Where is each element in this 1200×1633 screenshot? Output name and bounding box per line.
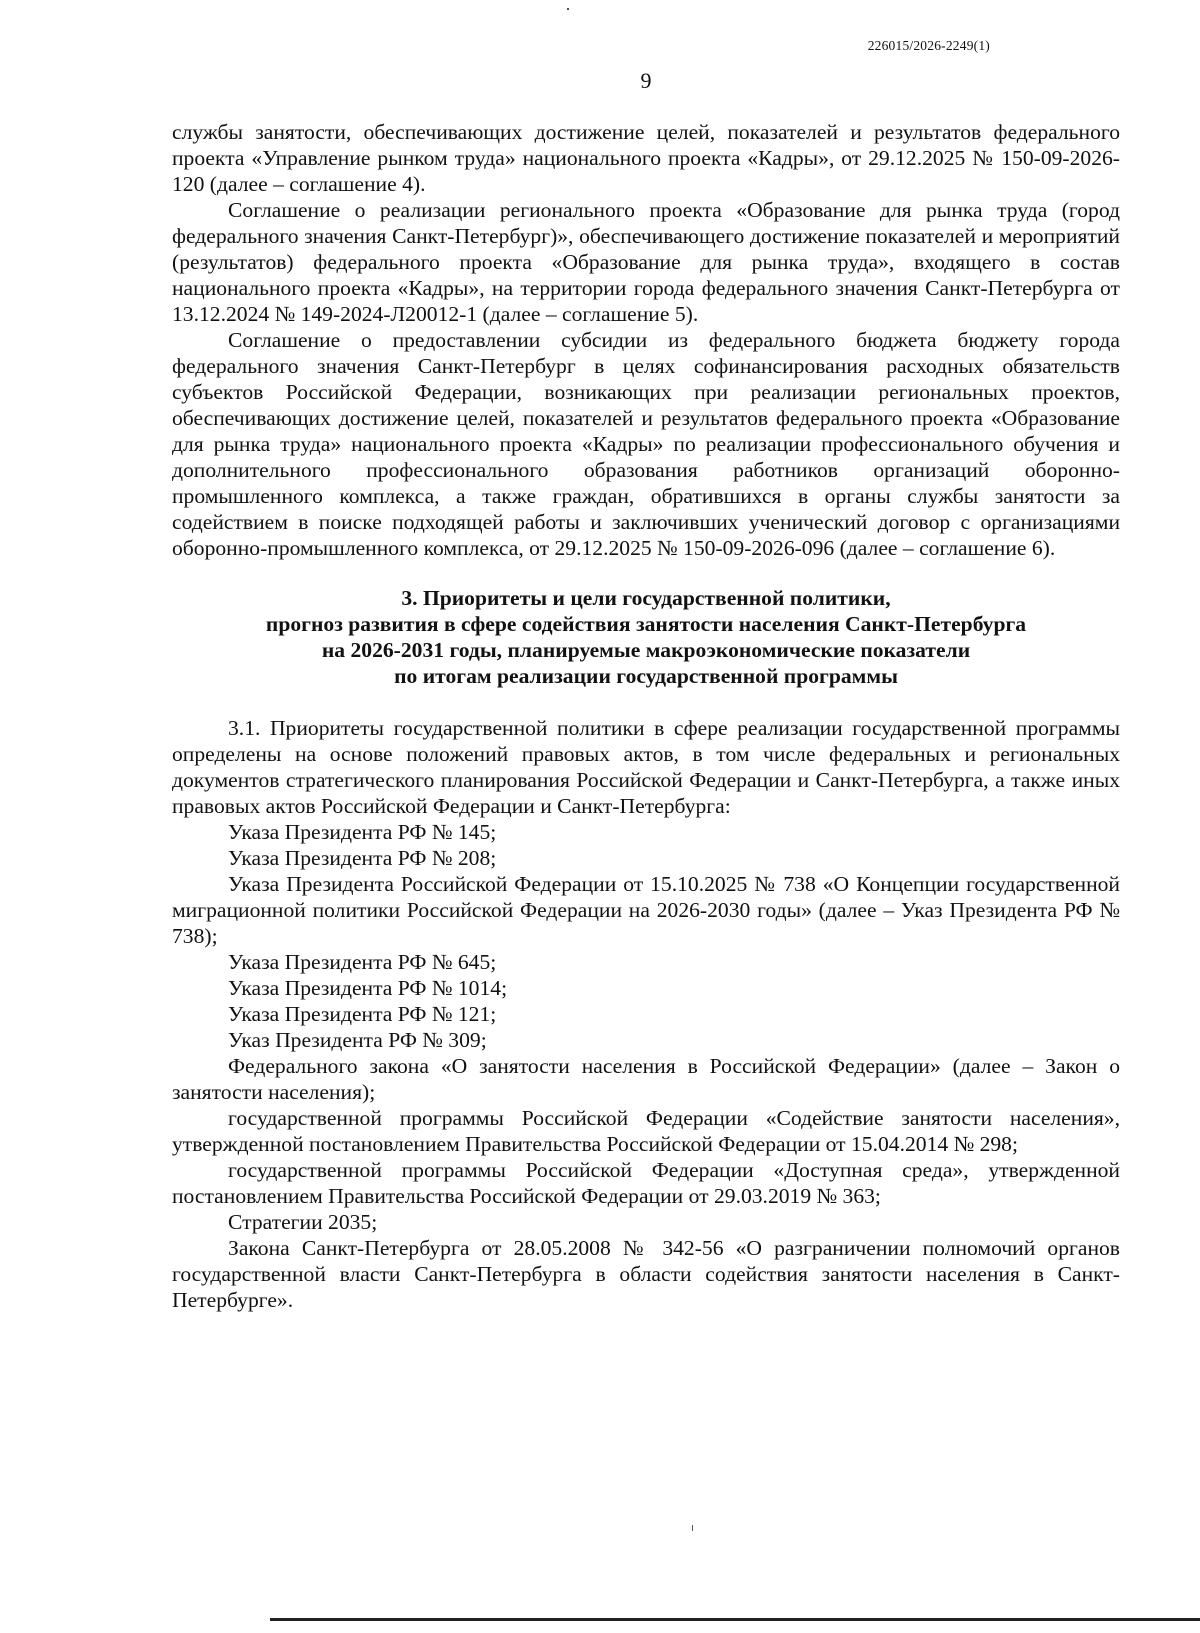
legal-act-item: Указа Президента РФ № 121;: [228, 1002, 497, 1026]
legal-act-item: Указа Президента РФ № 208;: [228, 846, 497, 870]
paragraph-agreement-5: Соглашение о реализации регионального проекта «Образование для рынка труда (город федерального значения Санкт-Петербург)», обеспечивающего достижение показателей и мероприятий (результатов) федерального проекта «Образование для рынка труда», входящего в состав национального проекта «Кадры», на территории города федерального значения Санкт-Петербурга от 13.12.2024 № 149-2024-Л20012-1 (далее – соглашение 5).: [172, 198, 1120, 326]
legal-act-item: государственной программы Российской Федерации «Доступная среда», утвержденной постановлением Правительства Российской Федерации от 29.03.2019 № 363;: [172, 1158, 1120, 1208]
legal-act-item: Указа Президента РФ № 145;: [228, 820, 497, 844]
document-body: [172, 119, 1120, 1313]
legal-act-item: Указа Президента РФ № 1014;: [228, 976, 508, 1000]
legal-acts-list: [172, 819, 1120, 1313]
paragraph-agreement-6: Соглашение о предоставлении субсидии из федерального бюджета бюджету города федерального значения Санкт-Петербург в целях софинансирования расходных обязательств субъектов Российской Федерации, возникающих при реализации региональных проектов, обеспечивающих достижение целей, показателей и результатов федерального проекта «Образование для рынка труда» национального проекта «Кадры» по реализации профессионального обучения и дополнительного профессионального образования работников организаций оборонно-промышленного комплекса, а также граждан, обратившихся в органы службы занятости за содействием в поиске подходящей работы и заключивших ученический договор с организациями оборонно-промышленного комплекса, от 29.12.2025 № 150-09-2026-096 (далее – соглашение 6).: [172, 328, 1120, 560]
legal-act-item: Указ Президента РФ № 309;: [228, 1028, 487, 1052]
section-intro-paragraph: 3.1. Приоритеты государственной политики в сфере реализации государственной программы определены на основе положений правовых актов, в том числе федеральных и региональных документов стратегического планирования Российской Федерации и Санкт-Петербурга, а также иных правовых актов Российской Федерации и Санкт-Петербурга:: [172, 716, 1120, 818]
scan-speck: [692, 1525, 693, 1531]
section-heading-line: по итогам реализации государственной программы: [394, 664, 898, 688]
legal-act-item: Указа Президента РФ № 645;: [228, 950, 497, 974]
section-heading-line: прогноз развития в сфере содействия занятости населения Санкт-Петербурга: [265, 612, 1027, 636]
page-number: 9: [640, 68, 652, 93]
section-heading: [172, 585, 1120, 689]
legal-act-item: Федерального закона «О занятости населения в Российской Федерации» (далее – Закон о занятости населения);: [172, 1054, 1120, 1104]
legal-act-item: Стратегии 2035;: [228, 1210, 378, 1234]
paragraph-continuation: службы занятости, обеспечивающих достижение целей, показателей и результатов федерального проекта «Управление рынком труда» национального проекта «Кадры», от 29.12.2025 № 150-09-2026-120 (далее – соглашение 4).: [172, 120, 1120, 196]
section-heading-line: 3. Приоритеты и цели государственной политики,: [401, 586, 891, 610]
document-number: 226015/2026-2249(1): [867, 38, 990, 53]
legal-act-item: Указа Президента Российской Федерации от 15.10.2025 № 738 «О Концепции государственной миграционной политики Российской Федерации на 2026-2030 годы» (далее – Указ Президента РФ № 738);: [172, 872, 1120, 948]
legal-act-item: Закона Санкт-Петербурга от 28.05.2008 № 342-56 «О разграничении полномочий органов государственной власти Санкт-Петербурга в области содействия занятости населения в Санкт-Петербурге».: [172, 1236, 1120, 1312]
legal-act-item: государственной программы Российской Федерации «Содействие занятости населения», утвержденной постановлением Правительства Российской Федерации от 15.04.2014 № 298;: [172, 1106, 1120, 1156]
scan-speck: [567, 8, 569, 10]
section-heading-line: на 2026-2031 годы, планируемые макроэкономические показатели: [321, 638, 971, 662]
scan-bottom-edge: [270, 1618, 1200, 1621]
